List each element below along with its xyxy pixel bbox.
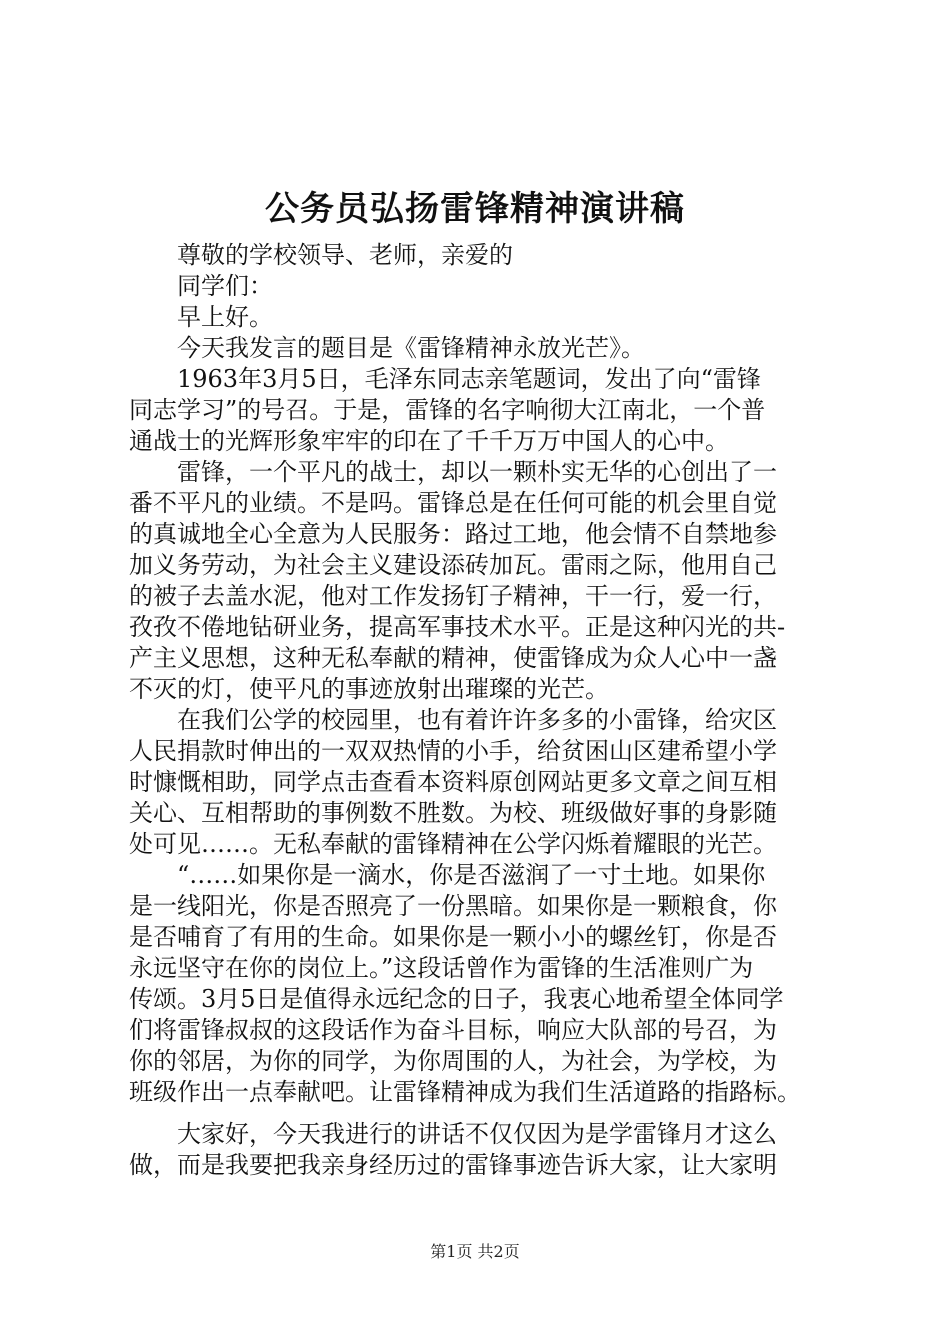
text-line: 在我们公学的校园里，也有着许许多多的小雷锋，给灾区 [129,706,777,734]
text-line: 孜孜不倦地钻研业务，提高军事技术水平。正是这种闪光的共- [129,613,786,641]
text-line: 加义务劳动，为社会主义建设添砖加瓦。雷雨之际，他用自己 [129,551,777,579]
text-line: 是否哺育了有用的生命。如果你是一颗小小的螺丝钉，你是否 [129,923,777,951]
text-line: 同学们： [129,272,273,300]
page-footer: 第1页 共2页 [430,1242,520,1261]
text-line: 今天我发言的题目是《雷锋精神永放光芒》。 [129,334,645,362]
text-line: 尊敬的学校领导、老师，亲爱的 [129,241,513,269]
text-line: “……如果你是一滴水，你是否滋润了一寸土地。如果你 [129,861,766,889]
text-line: 做，而是我要把我亲身经历过的雷锋事迹告诉大家，让大家明 [129,1151,777,1179]
text-line: 们将雷锋叔叔的这段话作为奋斗目标，响应大队部的号召，为 [129,1016,777,1044]
text-line: 大家好，今天我进行的讲话不仅仅因为是学雷锋月才这么 [129,1120,777,1148]
text-line: 番不平凡的业绩。不是吗。雷锋总是在任何可能的机会里自觉 [129,489,777,517]
text-line: 产主义思想，这种无私奉献的精神，使雷锋成为众人心中一盏 [129,644,777,672]
text-line: 是一线阳光，你是否照亮了一份黑暗。如果你是一颗粮食，你 [129,892,777,920]
text-line: 的被子去盖水泥，他对工作发扬钉子精神，干一行，爱一行， [129,582,777,610]
text-line: 永远坚守在你的岗位上。”这段话曾作为雷锋的生活准则广为 [129,954,754,982]
text-line: 不灭的灯，使平凡的事迹放射出璀璨的光芒。 [129,675,609,703]
speech-body-continued [129,1119,829,1181]
text-line: 通战士的光辉形象牢牢的印在了千千万万中国人的心中。 [129,427,729,455]
text-line: 雷锋，一个平凡的战士，却以一颗朴实无华的心创出了一 [129,458,777,486]
text-line: 人民捐款时伸出的一双双热情的小手，给贫困山区建希望小学 [129,737,777,765]
text-line: 时慷慨相助，同学点击查看本资料原创网站更多文章之间互相 [129,768,777,796]
text-line: 早上好。 [129,303,273,331]
speech-body [129,240,829,1108]
text-line: 处可见……。无私奉献的雷锋精神在公学闪烁着耀眼的光芒。 [129,830,777,858]
text-line: 的真诚地全心全意为人民服务：路过工地，他会情不自禁地参 [129,520,777,548]
text-line: 你的邻居，为你的同学，为你周围的人，为社会，为学校，为 [129,1047,777,1075]
text-line: 关心、互相帮助的事例数不胜数。为校、班级做好事的身影随 [129,799,777,827]
text-line: 同志学习”的号召。于是，雷锋的名字响彻大江南北，一个普 [129,396,766,424]
document-title: 公务员弘扬雷锋精神演讲稿 [265,189,685,229]
text-line: 1963年3月5日，毛泽东同志亲笔题词，发出了向“雷锋 [129,365,761,393]
text-line: 班级作出一点奉献吧。让雷锋精神成为我们生活道路的指路标。 [129,1078,801,1106]
text-line: 传颂。3月5日是值得永远纪念的日子，我衷心地希望全体同学 [129,985,784,1013]
